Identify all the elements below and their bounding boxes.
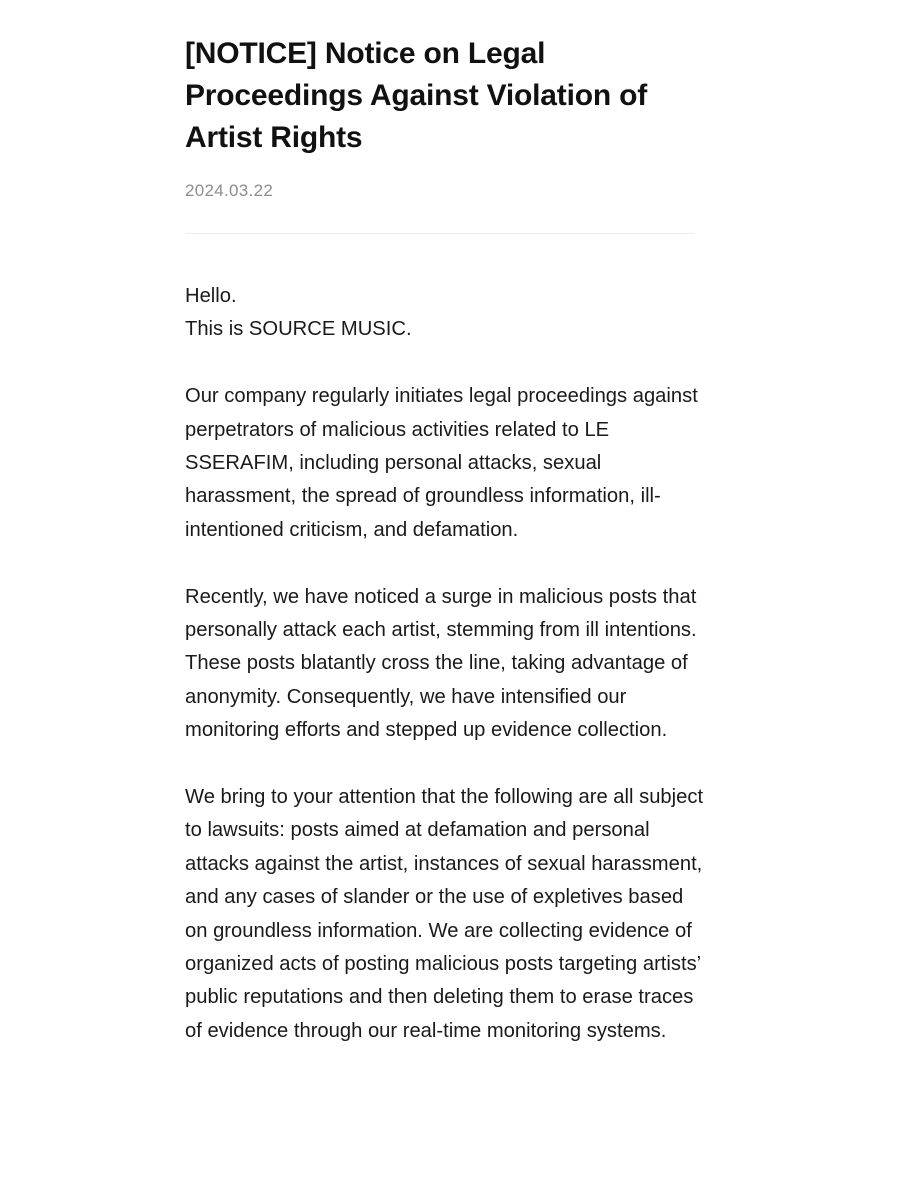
title-divider	[185, 233, 695, 234]
body-paragraph-lawsuits: We bring to your attention that the following are all subject to lawsuits: posts aimed at defamation and personal attacks against the artist, instances of sexual harassment, and any cases of slander or the use of expletives based on groundless information. We are collecting evidence of organized acts of posting malicious posts targeting artists’ public reputations and then deleting them to erase traces of evidence through our real-time monitoring systems.	[185, 786, 704, 1042]
notice-body	[185, 280, 705, 1048]
body-paragraph-surge: Recently, we have noticed a surge in malicious posts that personally attack each artist, stemming from ill intentions. These posts blatantly cross the line, taking advantage of anonymity. Consequently, we have intensified our monitoring efforts and stepped up evidence collection.	[185, 585, 697, 742]
notice-date: 2024.03.22	[185, 181, 274, 200]
body-paragraph-legal-proceedings: Our company regularly initiates legal proceedings against perpetrators of malicious activities related to LE SSERAFIM, including personal attacks, sexual harassment, the spread of groundless information, ill-intentioned criticism, and defamation.	[185, 385, 698, 541]
notice-title: [NOTICE] Notice on Legal Proceedings Against Violation of Artist Rights	[185, 37, 647, 154]
notice-article	[185, 0, 705, 1082]
body-paragraph-greeting: Hello. This is SOURCE MUSIC.	[185, 285, 412, 341]
